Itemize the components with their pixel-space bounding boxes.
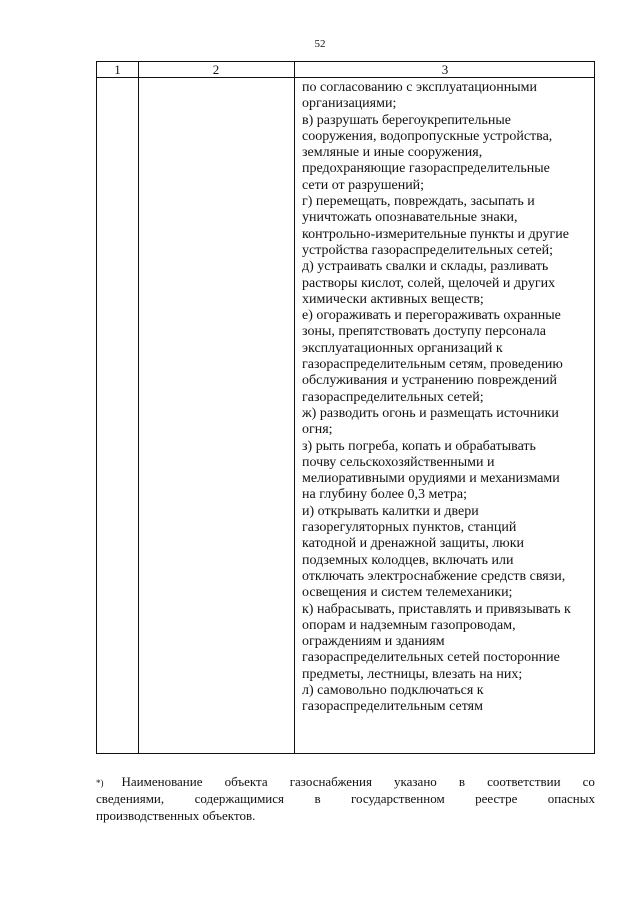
footnote-word: газоснабжения <box>289 774 372 789</box>
content-line: г) перемещать, повреждать, засыпать и <box>302 194 535 210</box>
content-line: химически активных веществ; <box>302 291 484 307</box>
content-line: катодной и дренажной защиты, люки <box>302 536 525 552</box>
column-header-3: 3 <box>441 62 449 77</box>
content-line: огня; <box>302 422 333 438</box>
content-line: газорегуляторных пунктов, станций <box>302 520 517 536</box>
content-line: на глубину более 0,3 метра; <box>302 487 467 503</box>
column-header-1: 1 <box>114 62 121 77</box>
content-line: и) открывать калитки и двери <box>302 503 479 519</box>
content-line: ограждениям и зданиям <box>302 634 445 650</box>
footnote-word: Наименование <box>121 774 203 789</box>
content-line: сооружения, водопропускные устройства, <box>302 128 553 144</box>
content-line: контрольно-измерительные пункты и другие <box>302 226 569 242</box>
footnote-word: государственном <box>351 791 445 806</box>
content-line: з) рыть погреба, копать и обрабатывать <box>302 438 536 454</box>
content-line: уничтожать опознавательные знаки, <box>302 210 518 226</box>
column-divider-2 <box>294 62 295 753</box>
content-line: по согласованию с эксплуатационными <box>302 80 537 95</box>
document-table <box>96 61 595 754</box>
column-header-2: 2 <box>212 62 220 77</box>
footnote-line-3: производственных объектов. <box>96 808 256 823</box>
footnote-word: содержащимися <box>194 791 285 806</box>
content-line: обслуживания и устранению повреждений <box>302 373 558 389</box>
content-line: эксплуатационных организаций к <box>302 340 503 356</box>
content-line: земляные и иные сооружения, <box>302 145 483 161</box>
content-line: в) разрушать берегоукрепительные <box>302 112 512 128</box>
content-line: ж) разводить огонь и размещать источники <box>302 405 559 421</box>
content-line: почву сельскохозяйственными и <box>302 454 495 470</box>
content-line: мелиоративными орудиями и механизмами <box>302 471 560 487</box>
content-line: сети от разрушений; <box>302 177 425 193</box>
content-line: опорам и надземным газопроводам, <box>302 617 516 633</box>
content-line: предметы, лестницы, влезать на них; <box>302 666 523 682</box>
footnote-word: в <box>458 774 466 789</box>
content-line: предохраняющие газораспределительные <box>302 161 550 177</box>
content-line: газораспределительным сетям <box>302 699 483 715</box>
content-line: газораспределительных сетей; <box>302 389 484 405</box>
footnote-line-1 <box>122 773 596 790</box>
footnote-word: сведениями, <box>96 791 165 806</box>
footnote-word: реестре <box>475 791 518 806</box>
column-divider-1 <box>138 62 139 753</box>
content-line: е) огораживать и перегораживать охранные <box>302 308 561 324</box>
content-line: организациями; <box>302 96 397 112</box>
content-line: устройства газораспределительных сетей; <box>302 242 554 258</box>
content-line: к) набрасывать, приставлять и привязывать к <box>302 601 571 617</box>
footnote-word: указано <box>394 774 437 789</box>
footnote-word: со <box>582 774 595 789</box>
footnote-word: в <box>314 791 321 806</box>
content-line: зоны, препятствовать доступу персонала <box>302 324 546 340</box>
footnote-word: объекта <box>224 774 268 789</box>
footnote: *) Наименование объекта газоснабжения указано в соответствии со сведениями, содержащимися в государственном реестре опасных производственных объектов. <box>96 774 595 823</box>
footnote-line-2 <box>96 790 595 807</box>
header-divider <box>97 77 594 78</box>
content-line: освещения и систем телемеханики; <box>302 585 513 601</box>
page-number: 52 <box>314 38 326 50</box>
content-line: д) устраивать свалки и склады, разливать <box>302 259 549 275</box>
content-line: растворы кислот, солей, щелочей и других <box>302 275 556 291</box>
footnote-word: соответствии <box>487 774 561 789</box>
content-line: газораспределительным сетям, проведению <box>302 357 563 373</box>
content-line: подземных колодцев, включать или <box>302 552 514 568</box>
footnote-word: опасных <box>547 791 595 806</box>
content-line: отключать электроснабжение средств связи, <box>302 568 566 584</box>
content-line: газораспределительных сетей посторонние <box>302 650 560 666</box>
content-line: л) самовольно подключаться к <box>302 682 484 698</box>
table-cell-column-3-text <box>302 80 590 716</box>
